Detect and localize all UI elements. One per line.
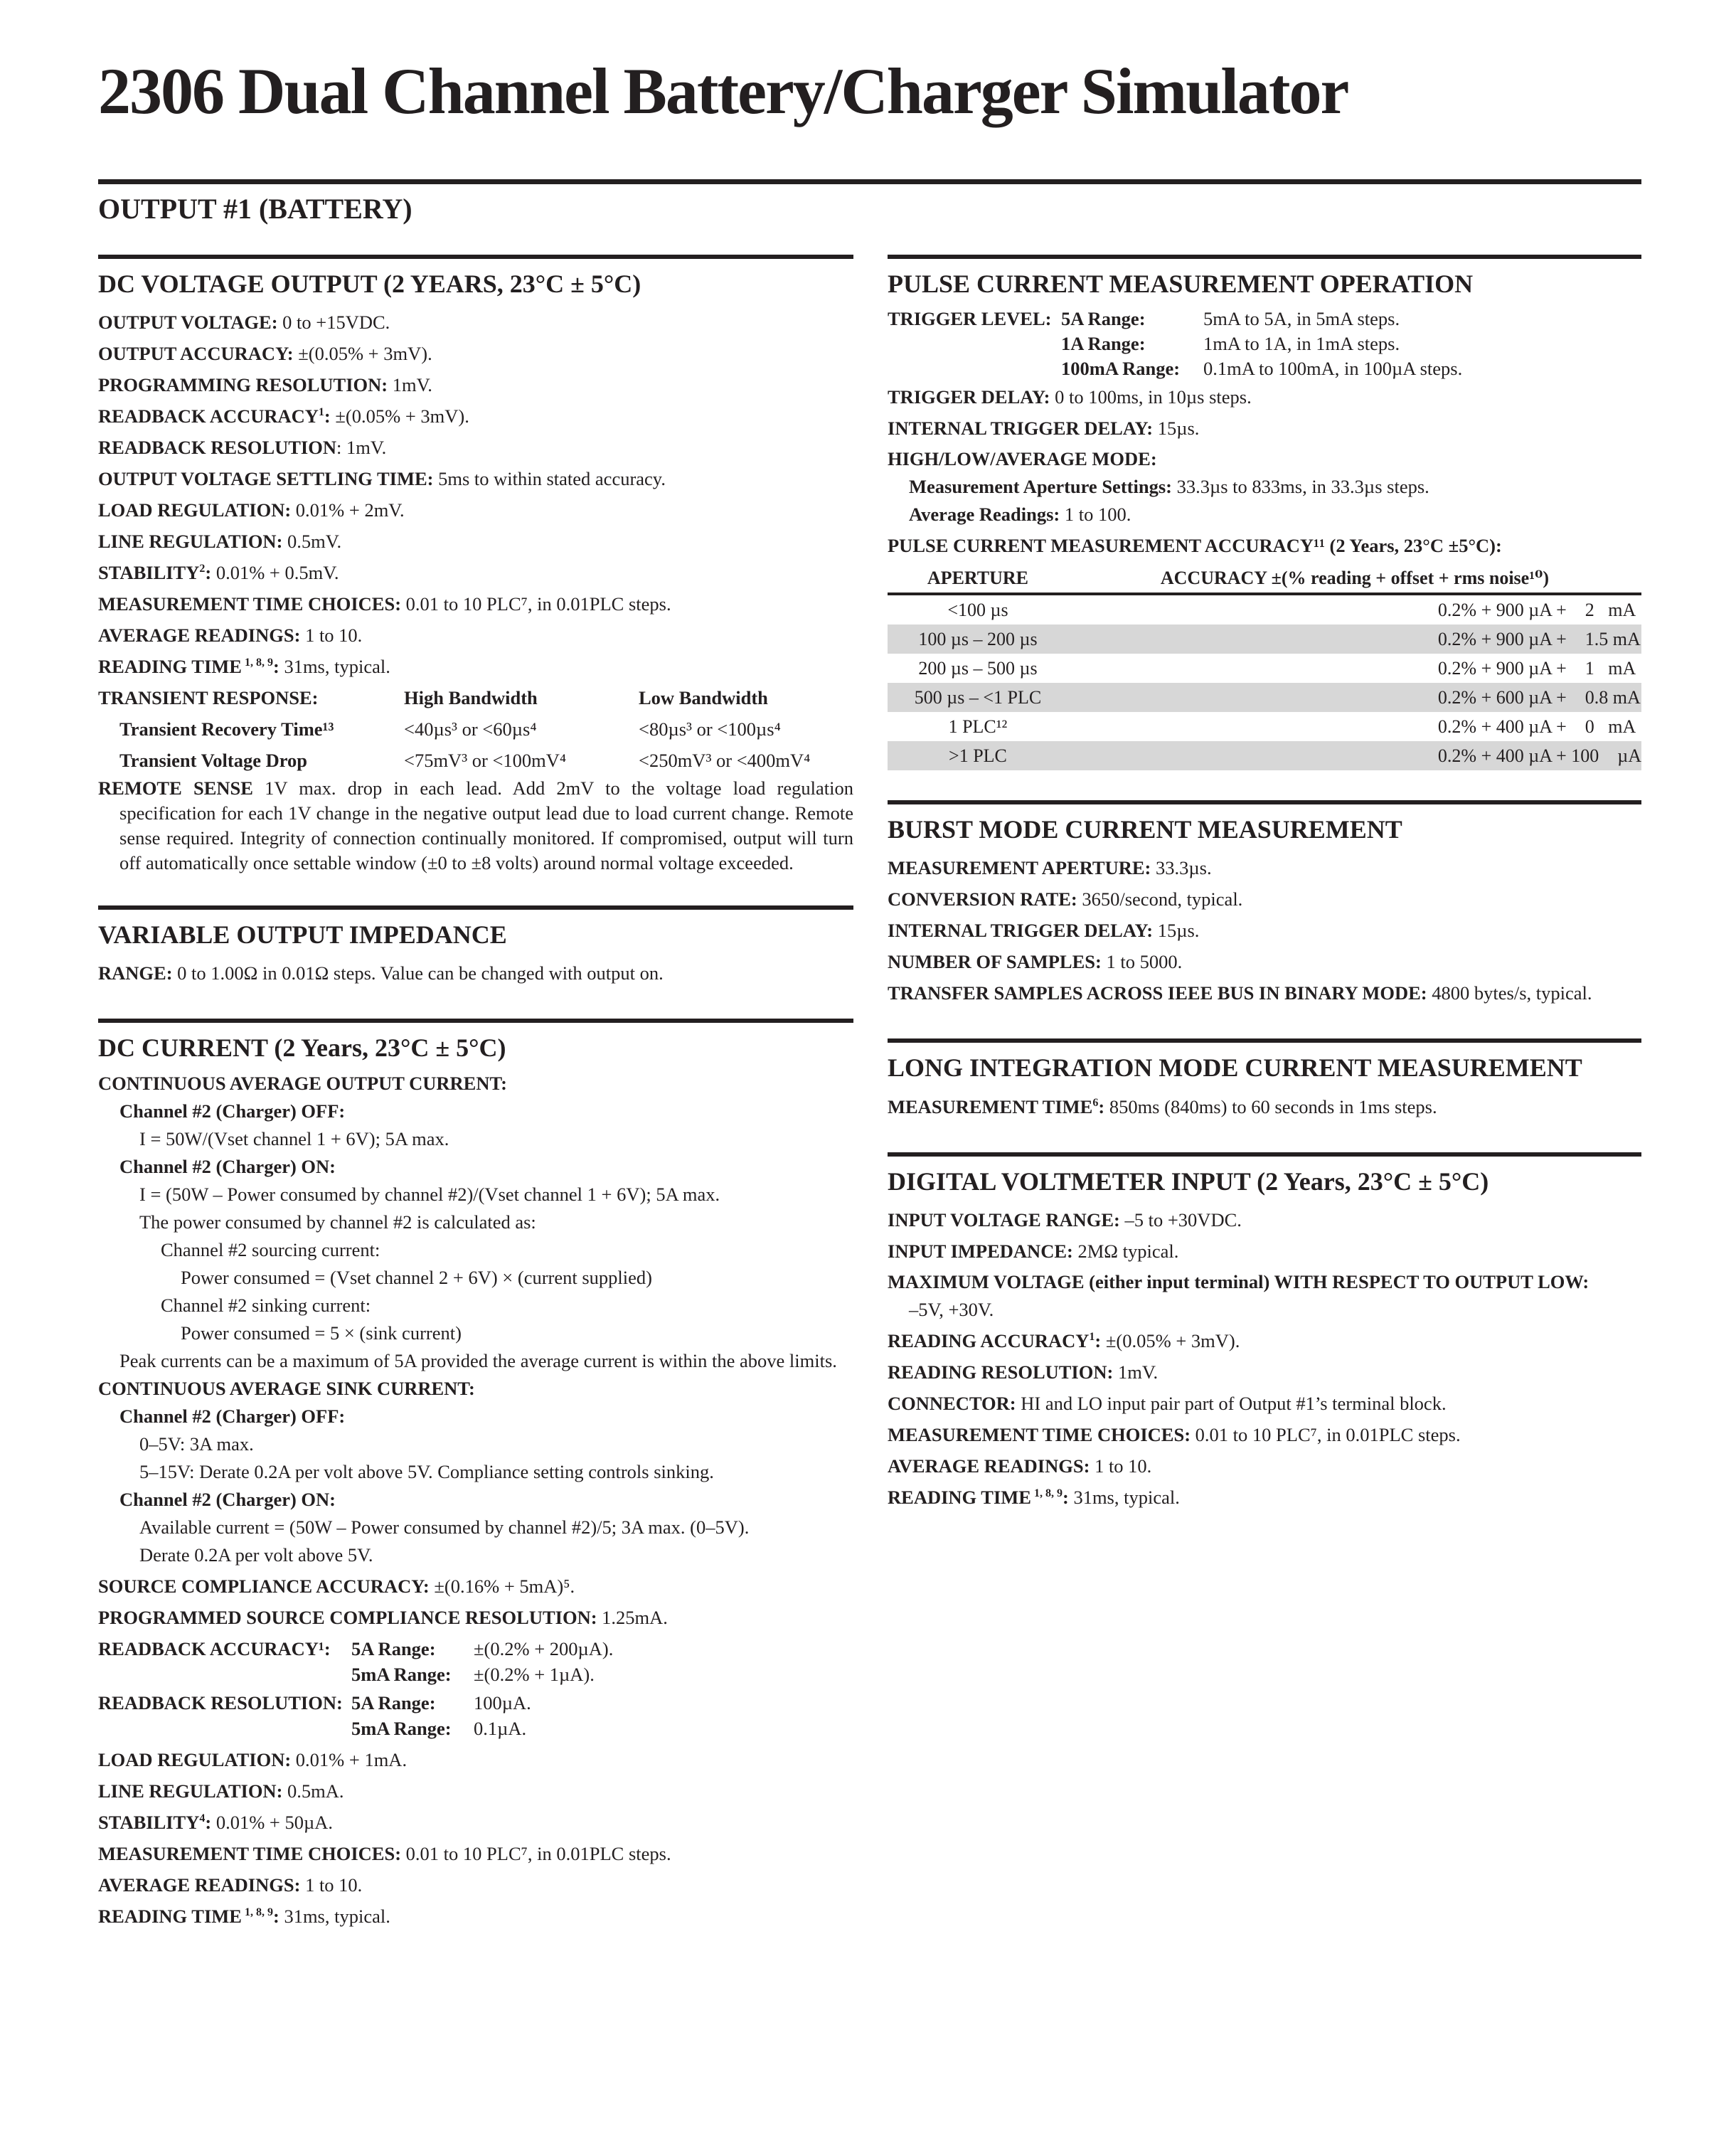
sourcing-label: Channel #2 sourcing current:: [161, 1238, 380, 1260]
readback-accuracy-5a-value: ±(0.2% + 200µA).: [474, 1637, 614, 1659]
spec-label-colon: :: [1098, 1095, 1105, 1117]
spec-label-text: AVERAGE READINGS:: [888, 1455, 1090, 1477]
spec-label-text: STABILITY: [98, 1811, 200, 1833]
peak-current-text: Peak currents can be a maximum of 5A provided the average current is within the above limits.: [119, 1349, 837, 1371]
spec-label: [98, 1780, 282, 1802]
range-5a-value: 5mA to 5A, in 5mA steps.: [1203, 308, 1400, 330]
spec-label: [98, 374, 388, 395]
spec-label: [98, 312, 278, 333]
spec-label-text: CONNECTOR:: [888, 1392, 1016, 1414]
spec-value: 0.5mA.: [282, 1780, 344, 1802]
spec-label-text: LOAD REGULATION:: [98, 1748, 292, 1770]
range-5a-label: 5A Range:: [1061, 308, 1146, 330]
internal-delay-line: [888, 413, 1641, 444]
dvm-section: [888, 1152, 1641, 1513]
spec-line: [888, 1356, 1641, 1388]
spec-value: 0.01 to 10 PLC⁷, in 0.01PLC steps.: [401, 1842, 671, 1864]
spec-label: [888, 951, 1102, 972]
spec-value: 3650/second, typical.: [1077, 888, 1243, 910]
sourcing-formula: Power consumed = (Vset channel 2 + 6V) × (current supplied): [181, 1266, 652, 1288]
spec-line: [98, 557, 853, 588]
transient-recovery-high: <40µs³ or <60µs⁴: [404, 718, 537, 740]
spec-line: [98, 1807, 853, 1838]
sink-on-line-1: Available current = (50W – Power consumed by channel #2)/5; 3A max. (0–5V).: [139, 1516, 750, 1538]
pulse-table-row: [888, 683, 1641, 712]
spec-footnote: 1: [1089, 1330, 1095, 1343]
spec-footnote: 4: [199, 1812, 206, 1824]
spec-label-text: MEASUREMENT APERTURE:: [888, 857, 1151, 879]
pulse-table-row: [888, 594, 1641, 625]
spec-line: [888, 1482, 1641, 1513]
pulse-current-section: [888, 255, 1641, 770]
spec-value: 1 to 10.: [300, 1874, 363, 1896]
spec-label: [98, 437, 336, 458]
spec-line: [98, 651, 853, 682]
transient-drop-row: [98, 745, 853, 776]
section-title: OUTPUT #1 (BATTERY): [98, 193, 412, 225]
spec-label: [98, 562, 211, 583]
spec-label-colon: :: [1095, 1329, 1102, 1351]
spec-line: [98, 1838, 853, 1869]
spec-label-text: TRANSFER SAMPLES ACROSS IEEE BUS IN BINARY MODE:: [888, 982, 1427, 1004]
spec-line: [98, 1744, 853, 1775]
transient-drop-high: <75mV³ or <100mV⁴: [404, 750, 567, 772]
spec-label: [888, 920, 1153, 941]
spec-line: [98, 432, 853, 463]
spec-label: [888, 982, 1427, 1004]
spec-label: [98, 1843, 401, 1864]
aperture-settings-line: [888, 474, 1641, 499]
readback-resolution-label: READBACK RESOLUTION:: [98, 1691, 343, 1713]
spec-label-text: MEASUREMENT TIME CHOICES:: [98, 1842, 402, 1864]
readback-accuracy-5ma-label: 5mA Range:: [351, 1663, 452, 1685]
spec-value: 31ms, typical.: [279, 1905, 390, 1927]
spec-footnote: 1, 8, 9: [241, 1906, 273, 1918]
left-column: [98, 255, 853, 1962]
continuous-average-output-label: CONTINUOUS AVERAGE OUTPUT CURRENT:: [98, 1072, 507, 1094]
impedance-range-label: RANGE:: [98, 962, 173, 984]
spec-label: [888, 1361, 1113, 1383]
spec-label: [888, 1393, 1016, 1414]
readback-resolution-spacer: [98, 1716, 351, 1741]
readback-resolution-5ma-label: 5mA Range:: [351, 1717, 452, 1739]
spec-line: [98, 463, 853, 494]
spec-line: [888, 1419, 1641, 1450]
transient-col-high: High Bandwidth: [404, 687, 538, 709]
spec-label-text: READING TIME: [98, 656, 242, 678]
pulse-accuracy-table: [888, 564, 1641, 770]
spec-value: 1 to 10.: [1090, 1455, 1152, 1477]
spec-footnote: 6: [1092, 1096, 1099, 1109]
impedance-range-line: [98, 957, 853, 989]
spec-value: 850ms (840ms) to 60 seconds in 1ms steps.: [1104, 1095, 1437, 1117]
sink-charger-off-label: Channel #2 (Charger) OFF:: [119, 1405, 346, 1427]
spec-value: 1mV.: [388, 374, 432, 396]
spec-value: 33.3µs.: [1151, 857, 1212, 879]
transient-label: TRANSIENT RESPONSE:: [98, 687, 319, 709]
transient-recovery-label: Transient Recovery Time¹³: [119, 718, 334, 740]
burst-mode-spec-list: [888, 852, 1641, 1009]
spec-line: [888, 883, 1641, 915]
spec-line: [98, 307, 853, 338]
spec-line: [888, 1388, 1641, 1419]
charger-on-label: Channel #2 (Charger) ON:: [119, 1155, 336, 1177]
trigger-spacer-1: [888, 331, 1061, 356]
spec-label: [98, 625, 300, 646]
spec-label: [98, 656, 279, 677]
spec-label-colon: :: [205, 1811, 212, 1833]
spec-line: [98, 1775, 853, 1807]
sink-charger-on-label: Channel #2 (Charger) ON:: [119, 1488, 336, 1510]
spec-line: [888, 977, 1641, 1009]
spec-line: [98, 588, 853, 620]
dc-voltage-spec-list: [98, 307, 853, 682]
readback-accuracy-5ma-value: ±(0.2% + 1µA).: [474, 1663, 595, 1685]
spec-value: 4800 bytes/s, typical.: [1427, 982, 1592, 1004]
spec-line: [98, 494, 853, 526]
spec-label: [98, 593, 401, 615]
long-integration-section: [888, 1038, 1641, 1122]
trigger-delay-line: [888, 381, 1641, 413]
dvm-max-voltage-value: –5V, +30V.: [909, 1298, 994, 1320]
trigger-delay-label: TRIGGER DELAY:: [888, 386, 1050, 408]
spec-label-text: NUMBER OF SAMPLES:: [888, 951, 1102, 973]
spec-footnote: 1, 8, 9: [1031, 1487, 1063, 1499]
trigger-level-block: [888, 307, 1641, 381]
impedance-range-value: 0 to 1.00Ω in 0.01Ω steps. Value can be changed with output on.: [172, 962, 664, 984]
page-title: 2306 Dual Channel Battery/Charger Simulator: [98, 55, 1348, 127]
sinking-formula: Power consumed = 5 × (sink current): [181, 1322, 462, 1344]
dvm-impedance-value: 2MΩ typical.: [1072, 1240, 1179, 1262]
spec-label: [888, 857, 1151, 878]
dvm-heading: DIGITAL VOLTMETER INPUT (2 Years, 23°C ± 5°C): [888, 1167, 1489, 1196]
spec-label-text: LINE REGULATION:: [98, 1780, 283, 1802]
pulse-aperture-cell: 500 µs – <1 PLC: [888, 683, 1068, 712]
spec-value: 0.01 to 10 PLC⁷, in 0.01PLC steps.: [1191, 1423, 1461, 1445]
range-100ma-value: 0.1mA to 100mA, in 100µA steps.: [1203, 358, 1463, 380]
sink-off-line-2: 5–15V: Derate 0.2A per volt above 5V. Compliance setting controls sinking.: [139, 1460, 714, 1482]
spec-label-text: READING RESOLUTION:: [888, 1361, 1114, 1383]
spec-value: 1 to 5000.: [1101, 951, 1183, 973]
readback-accuracy-block: [98, 1636, 853, 1687]
remote-sense-label: REMOTE SENSE: [98, 777, 253, 799]
spec-line: [98, 338, 853, 369]
remote-sense-paragraph: [98, 776, 853, 876]
spec-value: 0 to +15VDC.: [277, 312, 390, 334]
average-readings-value: 1 to 100.: [1060, 504, 1131, 526]
spec-value: ±(0.05% + 3mV).: [293, 343, 432, 365]
dc-voltage-section: [98, 255, 853, 876]
pulse-aperture-cell: <100 µs: [947, 600, 1008, 621]
readback-accuracy-spacer: [98, 1662, 351, 1687]
dvm-range-label: INPUT VOLTAGE RANGE:: [888, 1208, 1120, 1231]
average-readings-label: Average Readings:: [909, 504, 1060, 526]
charger-off-label: Channel #2 (Charger) OFF:: [119, 1100, 346, 1122]
internal-delay-label: INTERNAL TRIGGER DELAY:: [888, 418, 1154, 440]
pulse-accuracy-label: PULSE CURRENT MEASUREMENT ACCURACY¹¹ (2 Years, 23°C ±5°C):: [888, 535, 1502, 557]
average-readings-line: [888, 502, 1641, 527]
pulse-table-row: [888, 625, 1641, 654]
sink-off-line-1: 0–5V: 3A max.: [139, 1433, 254, 1455]
source-compliance-line: [98, 1571, 853, 1602]
spec-label: [98, 499, 291, 521]
transient-drop-label: Transient Voltage Drop: [119, 750, 308, 772]
programmed-compliance-label: PROGRAMMED SOURCE COMPLIANCE RESOLUTION:: [98, 1606, 597, 1628]
readback-resolution-5a-label: 5A Range:: [351, 1691, 436, 1713]
spec-value: 0.01% + 50µA.: [211, 1811, 334, 1833]
title-rule: [98, 179, 1641, 184]
pulse-table-row: [888, 741, 1641, 770]
spec-line: [98, 1901, 853, 1932]
spec-footnote: 1, 8, 9: [241, 657, 273, 669]
power-calc-text: The power consumed by channel #2 is calculated as:: [139, 1211, 536, 1233]
dvm-impedance-line: [888, 1236, 1641, 1267]
burst-mode-section: [888, 800, 1641, 1009]
th-accuracy: ACCURACY ±(% reading + offset + rms noise¹⁰): [1068, 564, 1641, 594]
spec-line: [98, 400, 853, 432]
spec-line: [98, 1869, 853, 1901]
spec-value: 0.01 to 10 PLC⁷, in 0.01PLC steps.: [401, 593, 671, 615]
internal-delay-value: 15µs.: [1153, 418, 1200, 440]
spec-label-text: PROGRAMMING RESOLUTION:: [98, 374, 388, 396]
spec-value: 0.01% + 2mV.: [291, 499, 405, 521]
source-compliance-label: SOURCE COMPLIANCE ACCURACY:: [98, 1575, 430, 1597]
range-1a-label: 1A Range:: [1061, 333, 1146, 355]
readback-accuracy-label: READBACK ACCURACY¹:: [98, 1637, 331, 1659]
spec-label: [888, 1330, 1101, 1351]
range-100ma-label: 100mA Range:: [1061, 358, 1181, 380]
spec-label-text: CONVERSION RATE:: [888, 888, 1077, 910]
charger-off-formula: I = 50W/(Vset channel 1 + 6V); 5A max.: [139, 1127, 449, 1149]
pulse-accuracy-cell: 0.2% + 600 µA + 0.8 mA: [1068, 683, 1641, 712]
spec-label: [98, 1749, 291, 1770]
spec-label-text: MEASUREMENT TIME CHOICES:: [98, 593, 402, 615]
spec-value: 0.01% + 0.5mV.: [211, 562, 339, 584]
spec-value: ±(0.05% + 3mV).: [330, 405, 469, 427]
dc-current-heading: DC CURRENT (2 Years, 23°C ± 5°C): [98, 1034, 506, 1063]
readback-resolution-block: [98, 1690, 853, 1741]
readback-resolution-5ma-value: 0.1µA.: [474, 1717, 527, 1739]
sinking-label: Channel #2 sinking current:: [161, 1294, 371, 1316]
spec-label-text: READING TIME: [888, 1486, 1031, 1508]
dvm-range-value: –5 to +30VDC.: [1119, 1208, 1242, 1231]
spec-footnote: 1: [318, 406, 324, 419]
readback-resolution-5a-value: 100µA.: [474, 1691, 531, 1713]
spec-label-text: AVERAGE READINGS:: [98, 1874, 301, 1896]
spec-label: [98, 468, 433, 489]
pulse-accuracy-cell: 0.2% + 900 µA + 2 mA: [1437, 600, 1636, 621]
pulse-aperture-cell: 200 µs – 500 µs: [918, 658, 1038, 679]
pulse-aperture-cell: >1 PLC: [888, 741, 1068, 770]
spec-line: [888, 1450, 1641, 1482]
spec-label-colon: :: [1062, 1486, 1069, 1508]
transient-drop-low: <250mV³ or <400mV⁴: [639, 750, 811, 772]
long-integration-spec-list: [888, 1091, 1641, 1122]
variable-impedance-heading: VARIABLE OUTPUT IMPEDANCE: [98, 920, 507, 950]
pulse-aperture-cell: 1 PLC¹²: [948, 716, 1008, 738]
spec-line: [98, 369, 853, 400]
transient-recovery-low: <80µs³ or <100µs⁴: [639, 718, 781, 740]
spec-label: [888, 1455, 1090, 1477]
spec-label: [98, 1874, 300, 1896]
dvm-max-voltage-label: MAXIMUM VOLTAGE (either input terminal) WITH RESPECT TO OUTPUT LOW:: [888, 1270, 1589, 1292]
spec-footnote: 2: [199, 563, 206, 575]
sink-on-line-2: Derate 0.2A per volt above 5V.: [139, 1543, 373, 1566]
right-column: [888, 255, 1641, 1543]
th-aperture: APERTURE: [888, 564, 1068, 594]
charger-on-formula: I = (50W – Power consumed by channel #2)/(Vset channel 1 + 6V); 5A max.: [139, 1183, 720, 1205]
spec-label: [888, 888, 1077, 910]
pulse-current-heading: PULSE CURRENT MEASUREMENT OPERATION: [888, 270, 1474, 298]
spec-line: [98, 526, 853, 557]
spec-label: [888, 1424, 1191, 1445]
spec-label: [98, 343, 294, 364]
spec-line: [888, 852, 1641, 883]
programmed-compliance-line: [98, 1602, 853, 1633]
continuous-sink-label: CONTINUOUS AVERAGE SINK CURRENT:: [98, 1377, 475, 1399]
spec-label-text: STABILITY: [98, 562, 200, 584]
pulse-accuracy-cell: 0.2% + 400 µA + 100 µA: [1068, 741, 1641, 770]
dvm-spec-list: [888, 1325, 1641, 1513]
spec-value: 1 to 10.: [300, 625, 363, 647]
programmed-compliance-value: 1.25mA.: [597, 1606, 668, 1628]
spec-label: [98, 1812, 211, 1833]
aperture-settings-label: Measurement Aperture Settings:: [909, 476, 1172, 498]
spec-label-text: INTERNAL TRIGGER DELAY:: [888, 920, 1154, 942]
spec-label-text: MEASUREMENT TIME: [888, 1095, 1093, 1117]
spec-label-text: LINE REGULATION:: [98, 531, 283, 553]
dc-current-tail-list: [98, 1744, 853, 1932]
spec-label: [888, 1096, 1104, 1117]
hla-mode-label: HIGH/LOW/AVERAGE MODE:: [888, 448, 1157, 470]
aperture-settings-value: 33.3µs to 833ms, in 33.3µs steps.: [1171, 476, 1429, 498]
trigger-delay-value: 0 to 100ms, in 10µs steps.: [1050, 386, 1252, 408]
spec-label: [98, 1906, 279, 1927]
dc-voltage-heading: DC VOLTAGE OUTPUT (2 YEARS, 23°C ± 5°C): [98, 270, 641, 298]
spec-label-text: AVERAGE READINGS:: [98, 625, 301, 647]
spec-value: HI and LO input pair part of Output #1’s terminal block.: [1016, 1392, 1447, 1414]
pulse-accuracy-cell: 0.2% + 900 µA + 1 mA: [1437, 658, 1636, 679]
spec-line: [888, 915, 1641, 946]
transient-col-low: Low Bandwidth: [639, 687, 768, 709]
spec-value: 1mV.: [1113, 1361, 1159, 1383]
spec-value: : 1mV.: [336, 437, 387, 459]
spec-label-text: READING TIME: [98, 1905, 242, 1927]
spec-label: [98, 405, 331, 427]
trigger-level-label: TRIGGER LEVEL:: [888, 308, 1052, 330]
spec-label-text: OUTPUT ACCURACY:: [98, 343, 294, 365]
trigger-spacer-2: [888, 356, 1061, 381]
remote-sense-text: 1V max. drop in each lead. Add 2mV to the voltage load regulation specification for each 1V change in the negative output lead due to load current change. Remote sense required. Integrity of connection continually monitored. If compromised, output will turn off automatically once settable window (±0 to ±8 volts) around normal voltage exceeded.: [119, 777, 853, 874]
pulse-accuracy-cell: 0.2% + 900 µA + 1.5 mA: [1068, 625, 1641, 654]
spec-line: [98, 620, 853, 651]
spec-label-colon: :: [272, 656, 279, 678]
spec-value: 15µs.: [1153, 920, 1200, 942]
pulse-accuracy-cell: 0.2% + 400 µA + 0 mA: [1437, 716, 1636, 738]
range-1a-value: 1mA to 1A, in 1mA steps.: [1203, 333, 1400, 355]
burst-mode-heading: BURST MODE CURRENT MEASUREMENT: [888, 815, 1402, 844]
spec-value: 5ms to within stated accuracy.: [433, 468, 666, 490]
long-integration-heading: LONG INTEGRATION MODE CURRENT MEASUREMENT: [888, 1053, 1582, 1083]
spec-label-text: READING ACCURACY: [888, 1329, 1090, 1351]
spec-label-text: READBACK RESOLUTION: [98, 437, 336, 459]
transient-header-row: [98, 682, 853, 713]
spec-value: 31ms, typical.: [1068, 1486, 1180, 1508]
variable-impedance-section: [98, 905, 853, 989]
spec-label: [888, 1487, 1069, 1508]
spec-line: [888, 1325, 1641, 1356]
spec-value: 0.5mV.: [282, 531, 342, 553]
spec-label-text: MEASUREMENT TIME CHOICES:: [888, 1423, 1191, 1445]
pulse-aperture-cell: 100 µs – 200 µs: [888, 625, 1068, 654]
spec-label-colon: :: [272, 1905, 279, 1927]
spec-label-text: LOAD REGULATION:: [98, 499, 292, 521]
spec-value: 0.01% + 1mA.: [291, 1748, 408, 1770]
spec-label-text: OUTPUT VOLTAGE SETTLING TIME:: [98, 468, 434, 490]
spec-label-text: OUTPUT VOLTAGE:: [98, 312, 278, 334]
pulse-table-row: [888, 654, 1641, 683]
readback-accuracy-5a-label: 5A Range:: [351, 1637, 436, 1659]
dvm-impedance-label: INPUT IMPEDANCE:: [888, 1240, 1073, 1262]
spec-label-colon: :: [205, 562, 212, 584]
spec-label-colon: :: [324, 405, 331, 427]
source-compliance-value: ±(0.16% + 5mA)⁵.: [429, 1575, 575, 1597]
spec-value: 31ms, typical.: [279, 656, 390, 678]
spec-line: [888, 946, 1641, 977]
spec-line: [888, 1091, 1641, 1122]
spec-value: ±(0.05% + 3mV).: [1101, 1329, 1240, 1351]
pulse-table-row: [888, 712, 1641, 741]
spec-label-text: READBACK ACCURACY: [98, 405, 319, 427]
dc-current-section: [98, 1019, 853, 1931]
spec-label: [98, 531, 282, 552]
dvm-range-line: [888, 1204, 1641, 1236]
transient-recovery-row: [98, 713, 853, 745]
pulse-table-header: [888, 564, 1641, 594]
